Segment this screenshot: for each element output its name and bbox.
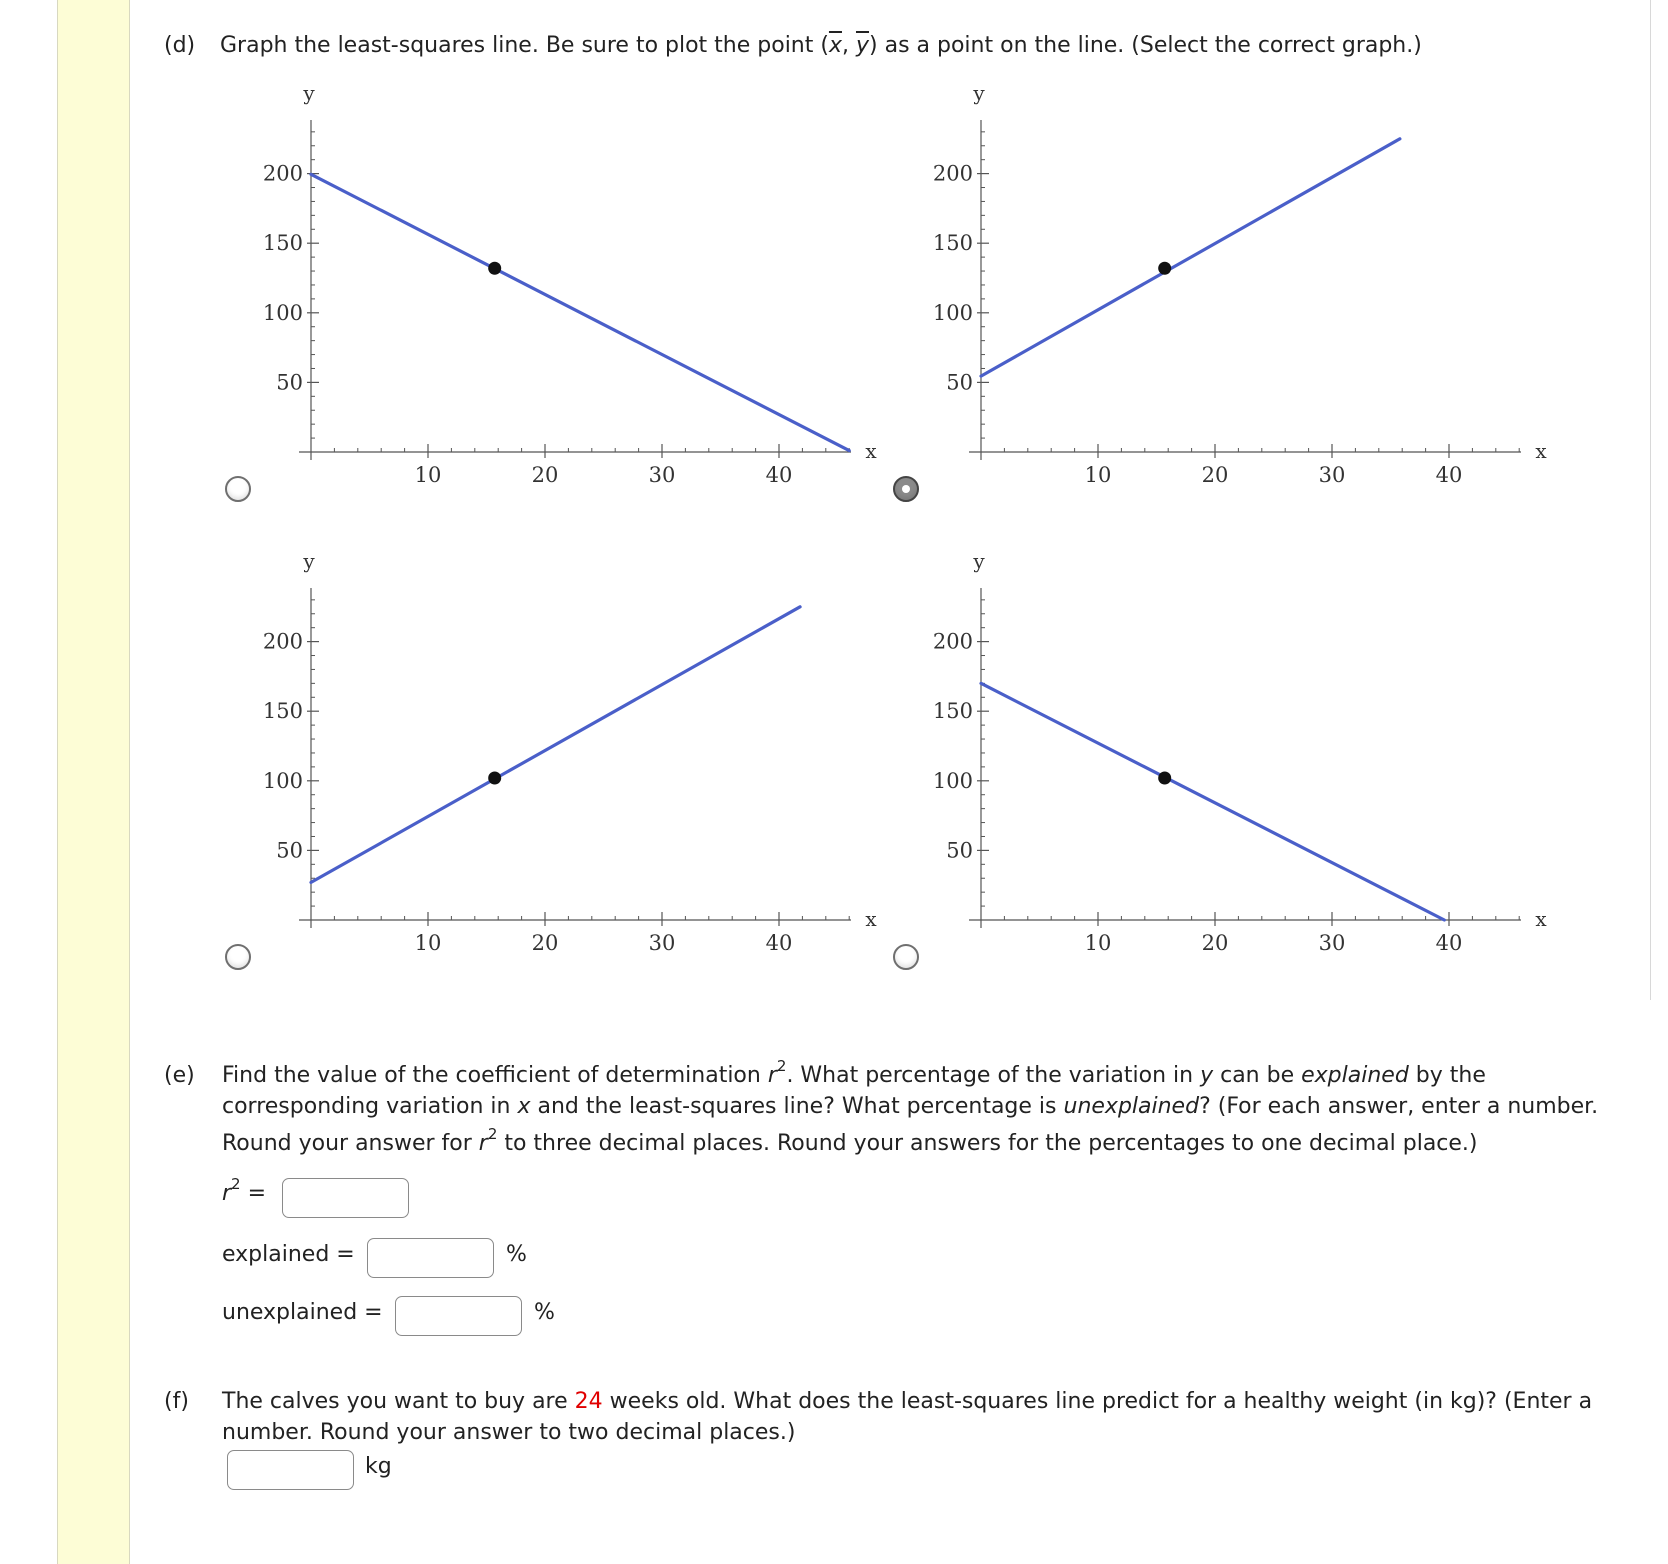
x-tick-label: 30 <box>1318 931 1346 955</box>
r-symbol: r <box>478 1131 488 1156</box>
y-tick-label: 150 <box>932 231 973 256</box>
superscript-2: 2 <box>776 1056 787 1075</box>
y-tick-label: 200 <box>932 161 973 186</box>
part-f-line-2: number. Round your answer to two decimal places.) <box>222 1420 796 1445</box>
x-tick-label: 10 <box>414 463 442 487</box>
y-tick-label: 50 <box>276 370 303 395</box>
x-axis-label: x <box>1535 439 1547 463</box>
superscript-2: 2 <box>231 1174 241 1193</box>
explained-word: explained <box>1301 1063 1409 1088</box>
part-d-text-after: ) as a point on the line. (Select the correct graph.) <box>869 33 1422 58</box>
y-symbol: y <box>1200 1063 1214 1088</box>
y-tick-label: 50 <box>946 838 973 863</box>
superscript-2: 2 <box>487 1124 498 1143</box>
x-tick-label: 30 <box>1318 463 1346 487</box>
mean-point <box>488 262 501 275</box>
least-squares-line <box>981 139 1400 376</box>
explained-percent: % <box>506 1242 527 1267</box>
y-tick-label: 100 <box>932 300 973 325</box>
x-tick-label: 40 <box>1435 931 1463 955</box>
kg-unit: kg <box>365 1454 392 1479</box>
part-d-question <box>220 30 1422 61</box>
y-tick-label: 100 <box>262 300 303 325</box>
part-d-label: (d) <box>164 33 196 58</box>
r2-label <box>222 1174 267 1209</box>
explained-input[interactable] <box>367 1238 494 1278</box>
graph-option-c <box>238 546 878 966</box>
least-squares-line <box>981 683 1444 920</box>
part-e-text: can be <box>1213 1063 1302 1088</box>
x-tick-label: 10 <box>1084 931 1112 955</box>
part-e-text: . What percentage of the variation in <box>786 1063 1201 1088</box>
mean-point <box>488 772 501 785</box>
x-axis-label: x <box>865 439 877 463</box>
part-f-text: The calves you want to buy are <box>222 1389 575 1414</box>
sidebar-strip <box>57 0 130 1564</box>
radio-option-a[interactable] <box>225 476 251 502</box>
unexplained-input[interactable] <box>395 1296 522 1336</box>
part-d-comma: , <box>841 33 856 58</box>
y-tick-label: 150 <box>932 699 973 724</box>
part-e-line-3 <box>222 1124 1478 1159</box>
part-e-line-1 <box>222 1056 1486 1091</box>
part-e-label: (e) <box>164 1063 195 1088</box>
part-e-line-2 <box>222 1091 1598 1122</box>
part-e-text: to three decimal places. Round your answers for the percentages to one decimal place.) <box>497 1131 1478 1156</box>
y-axis-label: y <box>973 81 985 105</box>
y-axis-label: y <box>303 549 315 573</box>
xbar-symbol: $\overline{x}$ <box>828 33 842 58</box>
x-tick-label: 20 <box>531 463 559 487</box>
unexplained-percent: % <box>534 1300 555 1325</box>
radio-option-c[interactable] <box>225 944 251 970</box>
y-axis-label: y <box>303 81 315 105</box>
part-f-line-1 <box>222 1386 1592 1417</box>
part-e-text: Round your answer for <box>222 1131 479 1156</box>
part-e-text: ? (For each answer, enter a number. <box>1199 1094 1599 1119</box>
weeks-value: 24 <box>574 1389 603 1414</box>
mean-point <box>1158 772 1171 785</box>
graph-option-b <box>908 78 1548 498</box>
y-tick-label: 50 <box>946 370 973 395</box>
graph-option-d <box>908 546 1548 966</box>
unexplained-word: unexplained <box>1063 1094 1200 1119</box>
x-tick-label: 20 <box>1201 931 1229 955</box>
y-tick-label: 150 <box>262 231 303 256</box>
unexplained-label: unexplained = <box>222 1300 383 1325</box>
x-tick-label: 40 <box>765 463 793 487</box>
part-e-text: by the <box>1408 1063 1486 1088</box>
part-d-text-before: Graph the least-squares line. Be sure to plot the point ( <box>220 33 829 58</box>
y-tick-label: 200 <box>262 629 303 654</box>
y-tick-label: 150 <box>262 699 303 724</box>
part-e-text: Find the value of the coefficient of determination <box>222 1063 768 1088</box>
x-tick-label: 10 <box>414 931 442 955</box>
part-f-text: weeks old. What does the least-squares line predict for a healthy weight (in kg)? (Enter a <box>602 1389 1593 1414</box>
x-axis-label: x <box>865 907 877 931</box>
x-tick-label: 40 <box>1435 463 1463 487</box>
x-axis-label: x <box>1535 907 1547 931</box>
least-squares-line <box>311 174 849 450</box>
weight-input[interactable] <box>227 1450 354 1490</box>
x-symbol: x <box>517 1094 531 1119</box>
r-symbol: r <box>222 1181 232 1206</box>
r-symbol: r <box>767 1063 777 1088</box>
radio-option-b[interactable] <box>893 476 919 502</box>
y-tick-label: 200 <box>932 629 973 654</box>
x-tick-label: 10 <box>1084 463 1112 487</box>
x-tick-label: 20 <box>1201 463 1229 487</box>
x-tick-label: 20 <box>531 931 559 955</box>
x-tick-label: 40 <box>765 931 793 955</box>
y-axis-label: y <box>973 549 985 573</box>
part-e-text: corresponding variation in <box>222 1094 518 1119</box>
least-squares-line <box>311 607 800 883</box>
y-tick-label: 50 <box>276 838 303 863</box>
r2-input[interactable] <box>282 1178 409 1218</box>
radio-option-d[interactable] <box>893 944 919 970</box>
graph-option-a <box>238 78 878 498</box>
frame-divider <box>1650 0 1651 1000</box>
explained-label: explained = <box>222 1242 355 1267</box>
x-tick-label: 30 <box>648 463 676 487</box>
ybar-symbol: $\overline{y}$ <box>855 33 870 58</box>
equals-sign: = <box>240 1181 267 1206</box>
part-f-label: (f) <box>164 1389 189 1414</box>
mean-point <box>1158 262 1171 275</box>
x-tick-label: 30 <box>648 931 676 955</box>
part-e-text: and the least-squares line? What percentage is <box>530 1094 1064 1119</box>
y-tick-label: 100 <box>262 768 303 793</box>
y-tick-label: 100 <box>932 768 973 793</box>
y-tick-label: 200 <box>262 161 303 186</box>
